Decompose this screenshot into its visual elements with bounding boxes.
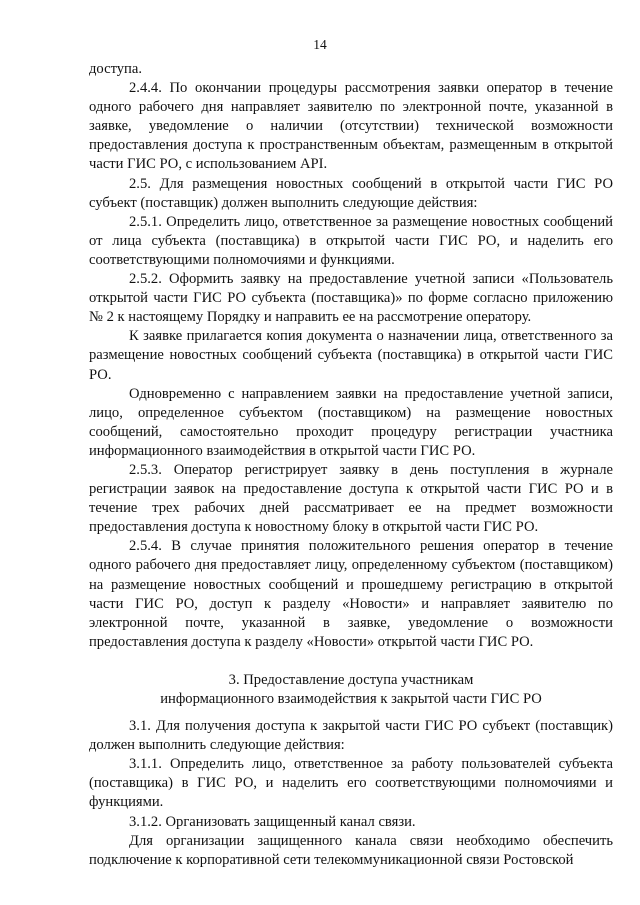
paragraph: К заявке прилагается копия документа о назначении лица, ответственного за размещение новостных сообщений субъекта (поставщика) в открытой части ГИС РО. xyxy=(89,328,613,383)
paragraphs-after-heading xyxy=(89,717,613,870)
paragraph: 2.5.4. В случае принятия положительного решения оператор в течение одного рабочего дня предоставляет лицу, определенному субъектом (поставщиком) на размещение новостных сообщений и прошедшему регистрацию в открытой части ГИС РО, доступ к разделу «Новости» и направляет заявителю по электронной почте, указанной в заявке, уведомление о возможности предоставления доступа к разделу «Новости» открытой части ГИС РО. xyxy=(89,538,613,650)
section-heading xyxy=(89,671,613,709)
section-heading-line-2: информационного взаимодействия к закрытой части ГИС РО xyxy=(160,691,542,707)
paragraph: 3.1.2. Организовать защищенный канал связи. xyxy=(129,813,416,830)
paragraph: Одновременно с направлением заявки на предоставление учетной записи, лицо, определенное субъектом (поставщиком) на размещение новостных сообщений, самостоятельно проходит процедуру регистрации участника информационного взаимодействия в открытой части ГИС РО. xyxy=(89,385,613,459)
paragraph: 2.5.3. Оператор регистрирует заявку в день поступления в журнале регистрации заявок на предоставление доступа к открытой части ГИС РО и в течение трех рабочих дней рассматривает ее на предмет возможности предоставления доступа к новостному блоку в открытой части ГИС РО. xyxy=(89,461,613,536)
page-number: 14 xyxy=(313,37,327,52)
document-body xyxy=(89,60,613,870)
paragraph: доступа. xyxy=(89,61,142,77)
section-heading-line-1: 3. Предоставление доступа участникам xyxy=(228,671,474,688)
paragraph: 2.4.4. По окончании процедуры рассмотрения заявки оператор в течение одного рабочего дня направляет заявителю по электронной почте, указанной в заявке, уведомление о наличии (отсутствии) технической возможности предоставления доступа к пространственным объектам, размещенным в открытой части ГИС РО, с использованием API. xyxy=(89,80,613,173)
paragraphs-before-heading xyxy=(89,60,613,652)
paragraph: 3.1. Для получения доступа к закрытой части ГИС РО субъект (поставщик) должен выполнить следующие действия: xyxy=(89,718,613,754)
paragraph: Для организации защищенного канала связи необходимо обеспечить подключение к корпоративной сети телекоммуникационной связи Ростовской xyxy=(89,832,613,868)
paragraph: 2.5.2. Оформить заявку на предоставление учетной записи «Пользователь открытой части ГИС РО субъекта (поставщика)» по форме согласно приложению № 2 к настоящему Порядку и направить ее на рассмотрение оператору. xyxy=(89,271,613,326)
paragraph: 2.5. Для размещения новостных сообщений в открытой части ГИС РО субъект (поставщик) должен выполнить следующие действия: xyxy=(89,175,613,211)
paragraph: 2.5.1. Определить лицо, ответственное за размещение новостных сообщений от лица субъекта (поставщика) в открытой части ГИС РО, и наделить его соответствующими полномочиями и функциями. xyxy=(89,213,613,268)
paragraph: 3.1.1. Определить лицо, ответственное за работу пользователей субъекта (поставщика) в ГИС РО, и наделить его соответствующими полномочиями и функциями. xyxy=(89,756,613,811)
